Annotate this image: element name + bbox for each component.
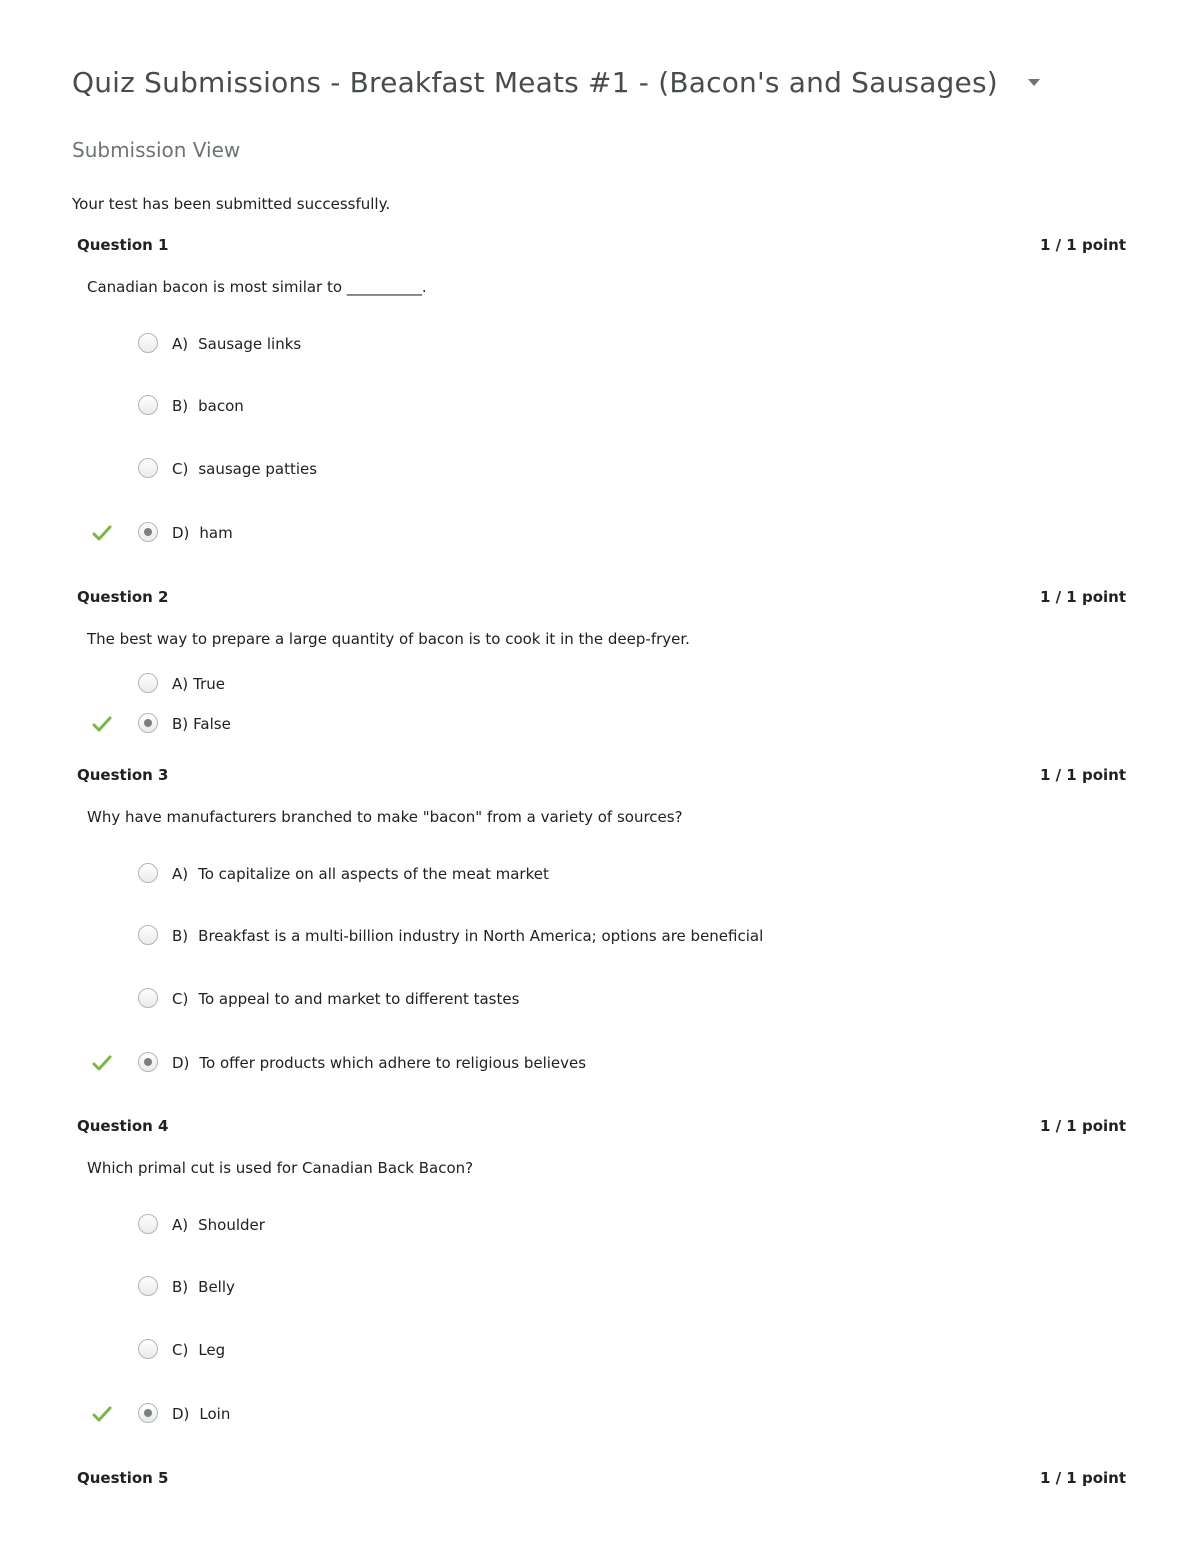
radio-button[interactable] bbox=[138, 673, 158, 693]
answer-option bbox=[0, 1276, 1200, 1300]
question-label: Question 3 bbox=[77, 766, 169, 784]
question-text: Canadian bacon is most similar to __________. bbox=[87, 278, 427, 296]
question-label: Question 1 bbox=[77, 236, 169, 254]
question-label: Question 5 bbox=[77, 1469, 169, 1487]
question-label: Question 2 bbox=[77, 588, 169, 606]
option-label: C) To appeal to and market to different tastes bbox=[172, 990, 520, 1008]
answer-option bbox=[0, 333, 1200, 357]
radio-button[interactable] bbox=[138, 458, 158, 478]
answer-option bbox=[0, 1214, 1200, 1238]
radio-button-selected[interactable] bbox=[138, 522, 158, 542]
submission-status-message: Your test has been submitted successfully. bbox=[72, 195, 391, 213]
submission-view-heading: Submission View bbox=[72, 138, 241, 162]
radio-button[interactable] bbox=[138, 1214, 158, 1234]
radio-button[interactable] bbox=[138, 925, 158, 945]
answer-option bbox=[0, 1339, 1200, 1363]
option-label: C) sausage patties bbox=[172, 460, 318, 478]
answer-option-selected bbox=[0, 522, 1200, 546]
title-dropdown-caret-icon[interactable] bbox=[1028, 79, 1040, 86]
question-score: 1 / 1 point bbox=[1039, 1469, 1126, 1487]
answer-option-selected bbox=[0, 713, 1200, 737]
option-label: B) Breakfast is a multi-billion industry in North America; options are beneficial bbox=[172, 927, 764, 945]
question-header bbox=[77, 588, 1126, 606]
answer-option bbox=[0, 925, 1200, 949]
option-label: D) ham bbox=[172, 524, 233, 542]
question-score: 1 / 1 point bbox=[1039, 766, 1126, 784]
page-title-row bbox=[72, 66, 1040, 99]
radio-button[interactable] bbox=[138, 1339, 158, 1359]
answer-option bbox=[0, 458, 1200, 482]
answer-option-selected bbox=[0, 1403, 1200, 1427]
page-title: Quiz Submissions - Breakfast Meats #1 - (Bacon's and Sausages) bbox=[72, 66, 998, 99]
radio-button[interactable] bbox=[138, 395, 158, 415]
option-label: B) bacon bbox=[172, 397, 244, 415]
question-score: 1 / 1 point bbox=[1039, 236, 1126, 254]
radio-button[interactable] bbox=[138, 333, 158, 353]
answer-option bbox=[0, 863, 1200, 887]
option-label: B) False bbox=[172, 715, 231, 733]
question-text: The best way to prepare a large quantity of bacon is to cook it in the deep-fryer. bbox=[87, 630, 690, 648]
option-label: A) Shoulder bbox=[172, 1216, 265, 1234]
radio-button-selected[interactable] bbox=[138, 713, 158, 733]
option-label: A) True bbox=[172, 675, 225, 693]
correct-check-icon bbox=[92, 524, 112, 542]
question-score: 1 / 1 point bbox=[1039, 1117, 1126, 1135]
correct-check-icon bbox=[92, 1054, 112, 1072]
option-label: D) Loin bbox=[172, 1405, 231, 1423]
answer-option bbox=[0, 673, 1200, 697]
question-header bbox=[77, 766, 1126, 784]
answer-option-selected bbox=[0, 1052, 1200, 1076]
option-label: C) Leg bbox=[172, 1341, 226, 1359]
correct-check-icon bbox=[92, 715, 112, 733]
option-label: A) To capitalize on all aspects of the meat market bbox=[172, 865, 549, 883]
radio-button-selected[interactable] bbox=[138, 1403, 158, 1423]
radio-button[interactable] bbox=[138, 1276, 158, 1296]
question-header bbox=[77, 1117, 1126, 1135]
option-label: B) Belly bbox=[172, 1278, 235, 1296]
question-header bbox=[77, 1469, 1126, 1487]
question-label: Question 4 bbox=[77, 1117, 169, 1135]
answer-option bbox=[0, 395, 1200, 419]
answer-option bbox=[0, 988, 1200, 1012]
radio-button[interactable] bbox=[138, 863, 158, 883]
option-label: A) Sausage links bbox=[172, 335, 302, 353]
question-score: 1 / 1 point bbox=[1039, 588, 1126, 606]
radio-button-selected[interactable] bbox=[138, 1052, 158, 1072]
question-text: Why have manufacturers branched to make "bacon" from a variety of sources? bbox=[87, 808, 683, 826]
radio-button[interactable] bbox=[138, 988, 158, 1008]
question-header bbox=[77, 236, 1126, 254]
option-label: D) To offer products which adhere to religious believes bbox=[172, 1054, 587, 1072]
correct-check-icon bbox=[92, 1405, 112, 1423]
question-text: Which primal cut is used for Canadian Back Bacon? bbox=[87, 1159, 474, 1177]
